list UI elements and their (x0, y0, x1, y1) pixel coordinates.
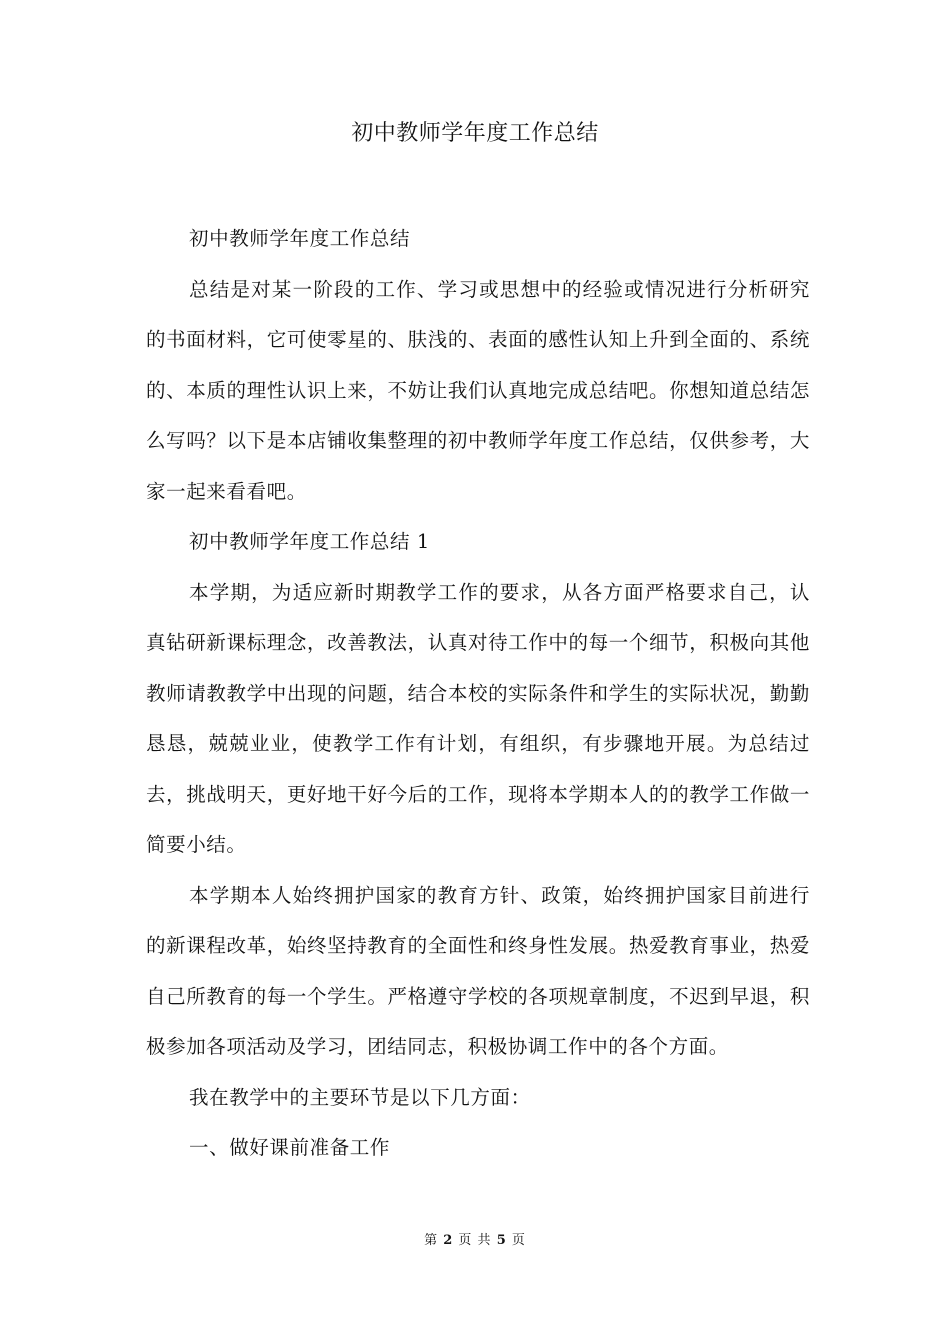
paragraph-item-one: 一、做好课前准备工作 (189, 1136, 391, 1159)
footer-middle: 页 共 (458, 1233, 492, 1248)
page-footer (0, 1231, 950, 1251)
paragraph-main-aspects: 我在教学中的主要环节是以下几方面： (189, 1085, 531, 1109)
paragraph-section-heading: 初中教师学年度工作总结 1 (189, 530, 430, 553)
paragraph-subtitle: 初中教师学年度工作总结 (189, 227, 411, 250)
paragraph-semester-overview: 本学期，为适应新时期教学工作的要求，从各方面严格要求自己，认真钻研新课标理念，改善教法，认真对待工作中的每一个细节，积极向其他教师请教教学中出现的问题，结合本校的实际条件和学生的实际状况，勤勤恳恳，兢兢业业，使教学工作有计划，有组织，有步骤地开展。为总结过去，挑战明天，更好地干好今后的工作，现将本学期本人的的教学工作做一简要小结。 (146, 580, 810, 856)
document-title: 初中教师学年度工作总结 (351, 121, 599, 146)
paragraph-attitude: 本学期本人始终拥护国家的教育方针、政策，始终拥护国家目前进行的新课程改革，始终坚持教育的全面性和终身性发展。热爱教育事业，热爱自己所教育的每一个学生。严格遵守学校的各项规章制度，不迟到早退，积极参加各项活动及学习，团结同志，积极协调工作中的各个方面。 (146, 883, 810, 1058)
document-body (146, 214, 810, 1174)
footer-total-pages: 5 (496, 1233, 507, 1248)
paragraph-intro: 总结是对某一阶段的工作、学习或思想中的经验或情况进行分析研究的书面材料，它可使零星的、肤浅的、表面的感性认知上升到全面的、系统的、本质的理性认识上来，不妨让我们认真地完成总结吧。你想知道总结怎么写吗？以下是本店铺收集整理的初中教师学年度工作总结，仅供参考，大家一起来看看吧。 (146, 277, 810, 503)
footer-page-number: 2 (443, 1233, 454, 1248)
footer-prefix: 第 (424, 1233, 439, 1248)
footer-suffix: 页 (511, 1233, 526, 1248)
